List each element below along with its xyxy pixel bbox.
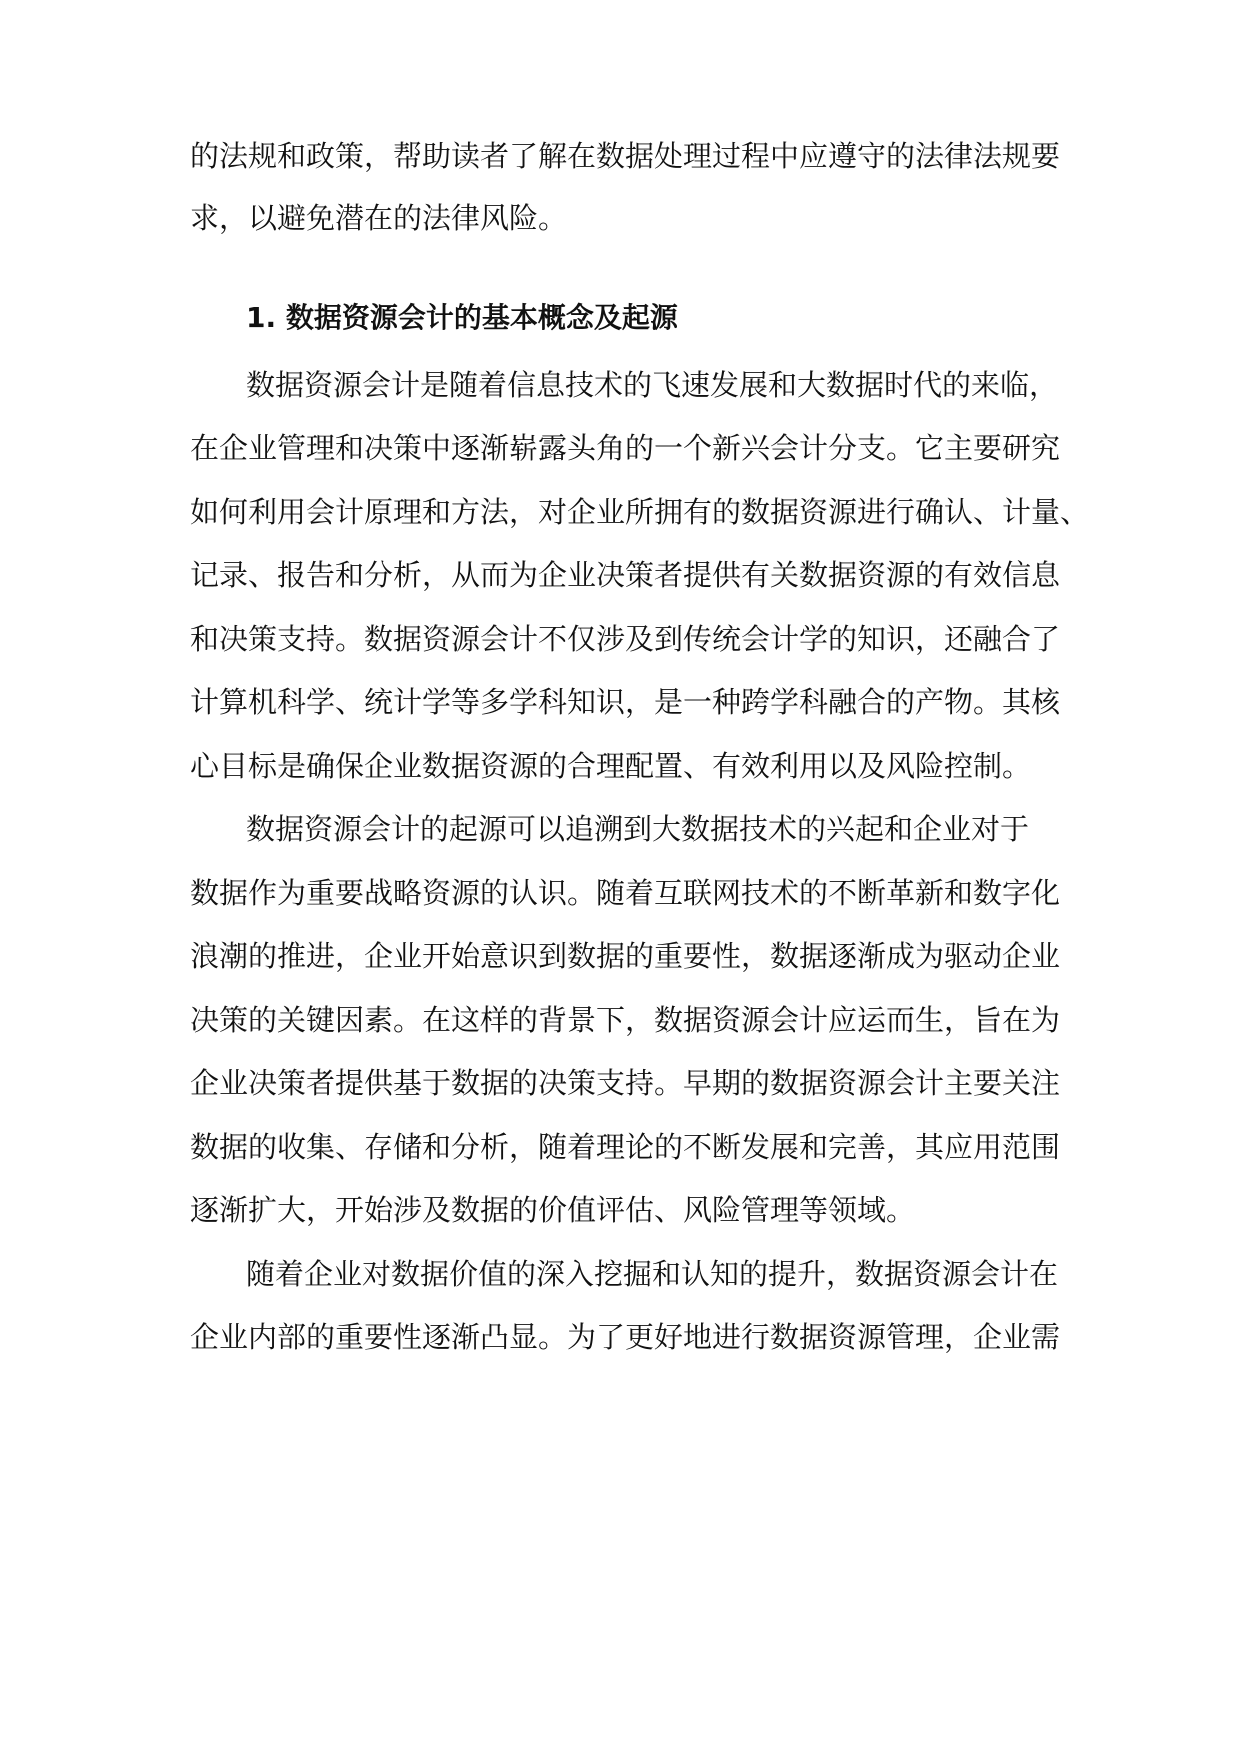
paragraph-1-line-6: 计算机科学、统计学等多学科知识，是一种跨学科融合的产物。其核 bbox=[190, 685, 1061, 719]
paragraph-1-line-3: 如何利用会计原理和方法，对企业所拥有的数据资源进行确认、计量、 bbox=[190, 495, 1090, 529]
paragraph-1-line-4: 记录、报告和分析，从而为企业决策者提供有关数据资源的有效信息 bbox=[190, 558, 1061, 592]
paragraph-1-line-7: 心目标是确保企业数据资源的合理配置、有效利用以及风险控制。 bbox=[190, 749, 1032, 783]
paragraph-2-line-2: 数据作为重要战略资源的认识。随着互联网技术的不断革新和数字化 bbox=[190, 876, 1061, 910]
intro-line-2: 求，以避免潜在的法律风险。 bbox=[190, 201, 568, 235]
paragraph-2-line-7: 逐渐扩大，开始涉及数据的价值评估、风险管理等领域。 bbox=[190, 1193, 916, 1227]
paragraph-2-line-6: 数据的收集、存储和分析，随着理论的不断发展和完善，其应用范围 bbox=[190, 1130, 1061, 1164]
paragraph-1-line-2: 在企业管理和决策中逐渐崭露头角的一个新兴会计分支。它主要研究 bbox=[190, 431, 1061, 465]
paragraph-2-line-4: 决策的关键因素。在这样的背景下，数据资源会计应运而生，旨在为 bbox=[190, 1003, 1061, 1037]
intro-line-1: 的法规和政策，帮助读者了解在数据处理过程中应遵守的法律法规要 bbox=[190, 139, 1061, 173]
paragraph-3-line-2: 企业内部的重要性逐渐凸显。为了更好地进行数据资源管理，企业需 bbox=[190, 1320, 1061, 1354]
paragraph-2-line-1: 数据资源会计的起源可以追溯到大数据技术的兴起和企业对于 bbox=[246, 812, 1030, 846]
paragraph-1-line-1: 数据资源会计是随着信息技术的飞速发展和大数据时代的来临， bbox=[246, 368, 1059, 402]
paragraph-2-line-5: 企业决策者提供基于数据的决策支持。早期的数据资源会计主要关注 bbox=[190, 1066, 1061, 1100]
section-heading: 1. 数据资源会计的基本概念及起源 bbox=[246, 301, 678, 334]
paragraph-1-line-5: 和决策支持。数据资源会计不仅涉及到传统会计学的知识，还融合了 bbox=[190, 622, 1061, 656]
paragraph-2-line-3: 浪潮的推进，企业开始意识到数据的重要性，数据逐渐成为驱动企业 bbox=[190, 939, 1061, 973]
paragraph-3-line-1: 随着企业对数据价值的深入挖掘和认知的提升，数据资源会计在 bbox=[246, 1257, 1059, 1291]
